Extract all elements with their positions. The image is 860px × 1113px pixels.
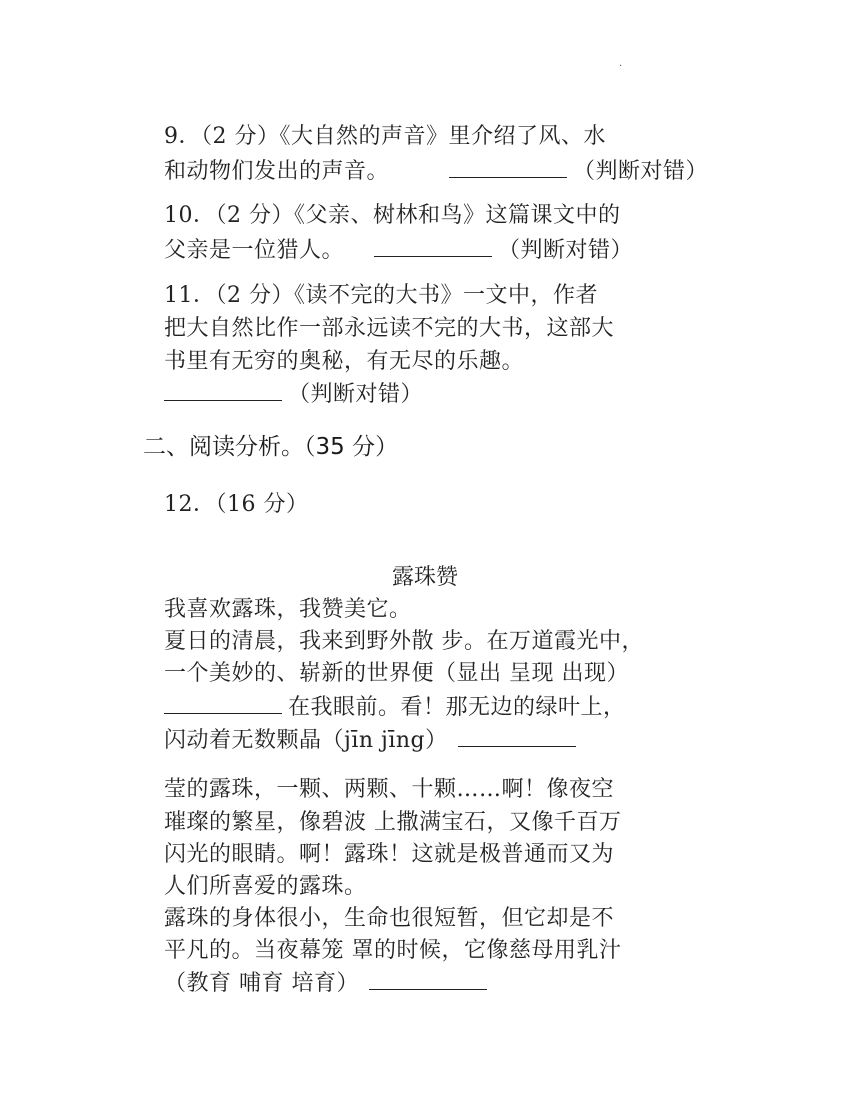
question-9-line-2 (164, 155, 708, 188)
passage-line-12-text: （教育 哺育 培育） (164, 971, 359, 996)
answer-blank-q9[interactable] (449, 155, 567, 178)
passage-title: 露珠赞 (392, 565, 459, 590)
question-10-line-1: 10．（2 分）《父亲、树林和鸟》这篇课文中的 (164, 203, 621, 228)
corner-mark: . (619, 58, 623, 69)
passage-line-5-text: 闪动着无数颗晶（jīn jīng） (164, 728, 448, 753)
passage-line-3: 一个美妙的、崭新的世界便（显出 呈现 出现） (164, 661, 629, 686)
passage-line-6: 莹的露珠，一颗、两颗、十颗……啊！像夜空 (164, 777, 615, 802)
question-11-line-2: 把大自然比作一部永远读不完的大书，这部大 (164, 316, 615, 341)
question-10-line-2 (164, 234, 633, 267)
passage-line-4 (164, 691, 626, 724)
answer-blank-q10[interactable] (374, 234, 492, 257)
passage-line-2: 夏日的清晨，我来到野外散 步。在万道霞光中， (164, 629, 644, 654)
question-9-text: 和动物们发出的声音。 (164, 159, 390, 184)
question-9-suffix: （判断对错） (573, 159, 709, 184)
question-12-label: 12．（16 分） (164, 492, 309, 517)
question-10-suffix: （判断对错） (498, 238, 634, 263)
question-11-line-1: 11．（2 分）《读不完的大书》一文中，作者 (164, 283, 598, 308)
answer-blank-passage-3[interactable] (369, 967, 487, 990)
passage-line-7: 璀璨的繁星，像碧波 上撒满宝石，又像千百万 (164, 810, 622, 835)
passage-line-1: 我喜欢露珠，我赞美它。 (164, 597, 412, 622)
answer-blank-q11[interactable] (164, 378, 282, 401)
passage-line-5 (164, 724, 582, 757)
passage-line-11: 平凡的。当夜幕笼 罩的时候，它像慈母用乳汁 (164, 938, 622, 963)
section-heading: 二、阅读分析。（35 分） (143, 434, 399, 460)
passage-line-10: 露珠的身体很小，生命也很短暂，但它却是不 (164, 906, 615, 931)
passage-line-8: 闪光的眼睛。啊！露珠！这就是极普通而又为 (164, 842, 615, 867)
passage-line-12 (164, 967, 493, 1000)
question-11-line-4 (164, 378, 423, 411)
passage-line-4-text: 在我眼前。看！那无边的绿叶上， (288, 695, 626, 720)
question-11-line-3: 书里有无穷的奥秘，有无尽的乐趣。 (164, 349, 525, 374)
question-9-line-1: 9．（2 分）《大自然的声音》里介绍了风、水 (164, 124, 606, 149)
question-11-suffix: （判断对错） (288, 382, 424, 407)
passage-line-9: 人们所喜爱的露珠。 (164, 874, 367, 899)
answer-blank-passage-1[interactable] (164, 691, 282, 714)
question-10-text: 父亲是一位猎人。 (164, 238, 345, 263)
answer-blank-passage-2[interactable] (458, 724, 576, 747)
